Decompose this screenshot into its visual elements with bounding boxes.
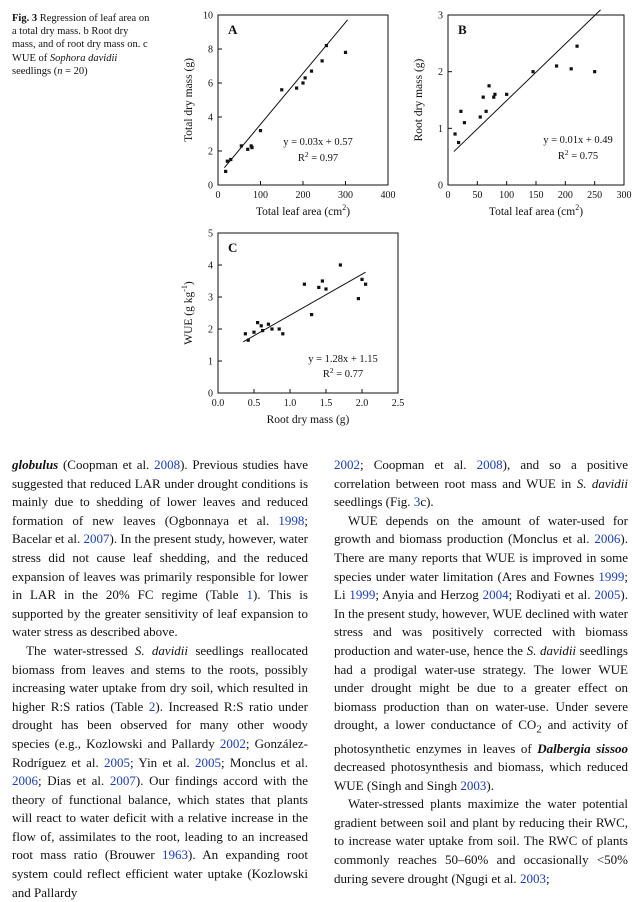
citation-link[interactable]: 2 <box>148 698 156 714</box>
data-point <box>457 141 460 144</box>
plot-frame <box>218 233 398 393</box>
y-axis-label: Root dry mass (g) <box>413 58 425 142</box>
paragraph <box>12 642 308 902</box>
y-tick-label: 6 <box>208 78 213 90</box>
text-run: WUE depends on the amount of water-used for growth and biomass production (Monclus et al. <box>334 512 628 547</box>
citation-link[interactable]: 1963 <box>162 847 189 863</box>
r-squared: $R^2 = 0.97$ <box>297 150 339 164</box>
text-run: ; Li <box>334 568 628 603</box>
text-run: 2 <box>536 723 542 736</box>
citation-link[interactable]: 2003 <box>460 777 487 793</box>
x-tick-label: 250 <box>587 190 603 201</box>
data-point <box>321 279 324 282</box>
text-run: ; Bacelar et al. <box>12 512 308 547</box>
panel-label: A <box>228 22 238 37</box>
left-text-column <box>12 456 308 902</box>
x-tick-label: 0.0 <box>211 398 225 409</box>
data-point <box>229 158 232 161</box>
text-run: The water-stressed <box>26 642 135 658</box>
r-squared: $R^2 = 0.77$ <box>322 366 364 380</box>
text-run: ). Increased R:S ratio under drought has been observed for many other woody species (e.g., Kozlowski and Pallardy <box>12 698 308 751</box>
data-point <box>267 323 270 326</box>
data-point <box>303 283 306 286</box>
citation-link[interactable]: 2008 <box>154 457 181 472</box>
data-point <box>482 96 485 99</box>
regression-equation: y = 0.03x + 0.57 <box>283 137 353 148</box>
y-tick-label: 0 <box>438 180 443 192</box>
text-run: ; Monclus et al. <box>221 754 308 770</box>
text-run: ; Yin et al. <box>130 754 196 770</box>
x-tick-label: 100 <box>499 190 515 201</box>
text-run: ). This is supported by the greater sensitivity of leaf expansion to water stress as described above. <box>12 587 308 640</box>
data-point <box>259 129 262 132</box>
data-point <box>244 332 247 335</box>
citation-link[interactable]: 2004 <box>482 587 509 603</box>
data-point <box>301 81 304 84</box>
text-run: Water-stressed plants maximize the water potential gradient between soil and plant by reducing their RWC, to increase water uptake from soil. The RWC of plants commonly reaches 50–60% and occasionally <50% during severe drought (Ngugi et al. <box>334 796 628 886</box>
citation-link[interactable]: 2003 <box>519 870 546 886</box>
data-point <box>487 84 490 87</box>
citation-link[interactable]: 2005 <box>594 587 621 603</box>
data-point <box>270 327 273 330</box>
text-run: ; <box>545 870 550 886</box>
text-run: ). There are many reports that WUE is improved in some species under water limitation (Ares and Fownes <box>334 531 628 584</box>
caption-text-3: = 20) <box>62 65 88 77</box>
data-point <box>339 263 342 266</box>
x-tick-label: 400 <box>380 190 396 201</box>
r-squared: $R^2 = 0.75$ <box>557 148 599 162</box>
data-point <box>250 146 253 149</box>
data-point <box>479 115 482 118</box>
data-point <box>325 44 328 47</box>
data-point <box>304 76 307 79</box>
data-point <box>256 321 259 324</box>
citation-link[interactable]: 2006 <box>594 531 621 547</box>
x-axis-label: Total leaf area $(cm^2)$ <box>255 203 351 218</box>
data-point <box>463 121 466 124</box>
data-point <box>260 324 263 327</box>
text-run: ). <box>486 777 494 793</box>
data-point <box>459 110 462 113</box>
citation-link[interactable]: 2007 <box>83 531 110 547</box>
caption-text: Regression of leaf area on a total dry mass. b Root dry mass, and of root dry mass on. c WUE of <box>12 13 150 64</box>
citation-link[interactable]: 1999 <box>349 587 376 603</box>
panel-label: C <box>228 240 238 255</box>
data-point <box>357 297 360 300</box>
regression-line <box>454 10 601 152</box>
text-run: ). An expanding root system could reflect efficient water uptake (Kozlowski and Pallardy <box>12 847 308 900</box>
right-text-column <box>334 456 628 888</box>
panel-a-chart <box>183 11 396 219</box>
paragraph <box>334 795 628 888</box>
citation-link[interactable]: 2008 <box>476 457 503 472</box>
data-point <box>492 96 495 99</box>
data-point <box>310 70 313 73</box>
x-axis-label: Root dry mass (g) <box>266 414 350 426</box>
citation-link[interactable]: 1999 <box>598 568 625 584</box>
y-tick-label: 2 <box>438 67 443 79</box>
y-tick-label: 3 <box>208 292 213 304</box>
data-point <box>261 329 264 332</box>
data-point <box>224 170 227 173</box>
text-run: S. davidii <box>134 642 189 658</box>
text-run: Dalbergia sissoo <box>537 740 629 756</box>
text-run: ; Anyia and Herzog <box>375 587 483 603</box>
paragraph <box>12 456 308 642</box>
x-tick-label: 300 <box>338 190 353 201</box>
data-point <box>317 286 320 289</box>
panel-b-chart <box>413 10 632 218</box>
text-run: S. davidii <box>576 475 628 491</box>
citation-link[interactable]: 2002 <box>219 735 246 751</box>
citation-link[interactable]: 1998 <box>278 512 305 528</box>
x-tick-label: 200 <box>295 190 311 201</box>
data-point <box>505 93 508 96</box>
data-point <box>485 110 488 113</box>
panel-c-chart <box>180 229 404 427</box>
text-run: (Coopman et al. <box>58 457 155 472</box>
regression-equation: y = 1.28x + 1.15 <box>308 354 378 365</box>
data-point <box>570 67 573 70</box>
y-tick-label: 0 <box>208 180 213 192</box>
x-axis-label: Total leaf area $(cm^2)$ <box>488 203 584 218</box>
citation-link[interactable]: 2002 <box>334 457 360 472</box>
x-tick-label: 2.0 <box>355 398 369 409</box>
text-run: ). Our findings accord with the theory of functional balance, which states that plants will react to water deficit with a relative increase in the flow of, assimilates to the root, leading to an increased root mass ratio (Brouwer <box>12 773 308 863</box>
y-tick-label: 10 <box>203 10 213 22</box>
text-run: seedlings had a prodigal water-use strategy. The lower WUE under drought might be due to a greater effect on biomass production than on water-use. Under severe drought, a lower conductance of CO <box>334 642 628 733</box>
citation-link[interactable]: 2005 <box>104 754 130 770</box>
text-run: S. davidii <box>526 642 577 658</box>
data-point <box>593 70 596 73</box>
x-tick-label: 0 <box>445 190 451 201</box>
x-tick-label: 100 <box>253 190 268 201</box>
citation-link[interactable]: 2006 <box>12 773 38 789</box>
y-tick-label: 0 <box>208 388 213 400</box>
data-point <box>364 283 367 286</box>
text-run: ). In the present study, however, water stress did not cause leaf shedding, and the reduced expansion of leaves was primarily responsible for lower in LAR in the 20% FC regime (Table <box>12 531 308 603</box>
text-run: ; Dias et al. <box>38 773 110 789</box>
y-axis-label: WUE (g $kg^{-1}$) <box>180 281 195 345</box>
text-run: ). Previous studies have suggested that reduced LAR under drought conditions is mainly due to shedding of lower leaves and reduced formation of new leaves (Ogbonnaya et al. <box>12 457 308 528</box>
figure-3 <box>0 0 640 440</box>
regression-equation: y = 0.01x + 0.49 <box>543 135 613 146</box>
paragraph <box>334 456 628 512</box>
data-point <box>280 88 283 91</box>
data-point <box>310 313 313 316</box>
x-tick-label: 300 <box>616 190 632 201</box>
text-run: seedlings reallocated biomass from leaves and stems to the roots, possibly increasing water uptake from dry soil, which resulted in higher R:S ratios (Table <box>12 642 308 714</box>
x-tick-label: 1.5 <box>319 398 333 409</box>
caption-text-2: seedlings ( <box>12 65 58 77</box>
y-tick-label: 8 <box>208 44 213 56</box>
x-tick-label: 2.5 <box>391 398 405 409</box>
data-point <box>278 327 281 330</box>
data-point <box>252 331 255 334</box>
paragraph <box>334 512 628 796</box>
data-point <box>281 332 284 335</box>
text-run: ; Coopman et al. <box>360 457 477 472</box>
data-point <box>321 59 324 62</box>
x-tick-label: 0 <box>215 190 221 201</box>
data-point <box>575 45 578 48</box>
citation-link[interactable]: 2005 <box>195 754 222 770</box>
caption-n: n <box>57 65 63 77</box>
text-run: ), and so a positive correlation between root mass and WUE in <box>334 457 628 491</box>
data-point <box>344 51 347 54</box>
y-tick-label: 3 <box>438 10 443 22</box>
data-point <box>246 148 249 151</box>
text-run: ; Rodiyati et al. <box>508 587 595 603</box>
y-tick-label: 1 <box>438 123 443 135</box>
data-point <box>295 87 298 90</box>
y-axis-label: Total dry mass (g) <box>183 58 195 142</box>
y-tick-label: 2 <box>208 146 213 158</box>
text-run: globulus <box>12 457 59 472</box>
citation-link[interactable]: 2007 <box>109 773 136 789</box>
data-point <box>240 144 243 147</box>
panel-label: B <box>458 22 467 37</box>
y-tick-label: 4 <box>208 112 213 124</box>
x-tick-label: 0.5 <box>247 398 261 409</box>
text-run: ). In the present study, however, WUE declined with water stress and was positively corrected with biomass production and water-use, hence the <box>334 587 628 658</box>
data-point <box>324 287 327 290</box>
y-tick-label: 5 <box>208 228 213 240</box>
text-run: and activity of photosynthetic enzymes in leaves of <box>334 717 628 756</box>
data-point <box>493 93 496 96</box>
caption-species: Sophora davidii <box>49 52 118 64</box>
text-run: ; González-Rodríguez et al. <box>12 735 308 770</box>
x-tick-label: 50 <box>472 190 483 201</box>
data-point <box>555 64 558 67</box>
caption-label: Fig. 3 <box>12 13 38 24</box>
citation-link[interactable]: 1 <box>246 587 253 603</box>
data-point <box>247 339 250 342</box>
data-point <box>360 278 363 281</box>
x-tick-label: 150 <box>528 190 544 201</box>
y-tick-label: 1 <box>208 356 213 368</box>
data-point <box>453 132 456 135</box>
text-run: c). <box>420 494 434 510</box>
y-tick-label: 4 <box>208 260 213 272</box>
y-tick-label: 2 <box>208 324 213 336</box>
x-tick-label: 200 <box>557 190 573 201</box>
data-point <box>226 160 229 163</box>
citation-link[interactable]: 3 <box>413 494 421 510</box>
x-tick-label: 1.0 <box>283 398 297 409</box>
data-point <box>531 70 534 73</box>
text-run: decreased photosynthesis and biomass, which reduced WUE (Singh and Singh <box>334 759 628 793</box>
text-run: seedlings (Fig. <box>334 494 414 510</box>
